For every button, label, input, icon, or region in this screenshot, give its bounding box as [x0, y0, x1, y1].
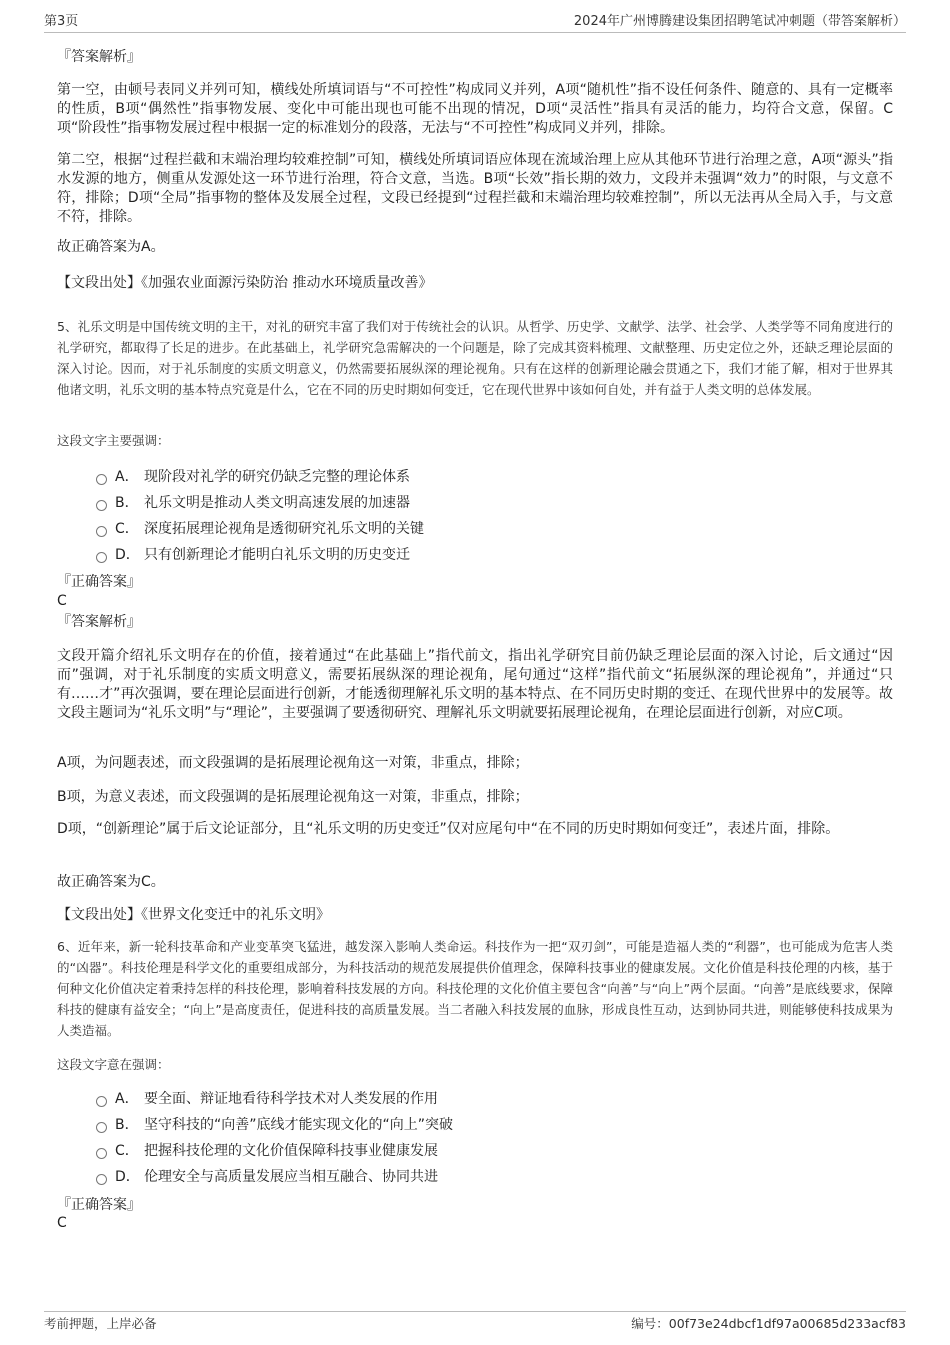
radio-icon[interactable]: [96, 1122, 107, 1133]
option-letter: A．: [115, 1091, 139, 1107]
option-a-note: A项，为问题表述，而文段强调的是拓展理论视角这一对策，非重点，排除；: [57, 755, 529, 771]
option-text: 坚守科技的“向善”底线才能实现文化的“向上”突破: [144, 1117, 454, 1133]
option-b[interactable]: [96, 1115, 453, 1135]
radio-icon[interactable]: [96, 1148, 107, 1159]
option-letter: D．: [115, 547, 140, 563]
radio-icon[interactable]: [96, 526, 107, 537]
footer-serial: 编号：00f73e24dbcf1df97a00685d233acf83: [631, 1316, 906, 1331]
radio-icon[interactable]: [96, 552, 107, 563]
header-divider: [44, 32, 906, 33]
question-prompt: 这段文字主要强调：: [57, 433, 170, 448]
option-d[interactable]: [96, 1167, 438, 1187]
source: 【文段出处】《世界文化变迁中的礼乐文明》: [57, 907, 330, 923]
answer-label: 『正确答案』: [57, 574, 141, 590]
option-c[interactable]: [96, 519, 424, 539]
option-d-note: D项，“创新理论”属于后文论证部分，且“礼乐文明的历史变迁”仅对应尾句中“在不同的历史时期如何变迁”，表述片面，排除。: [57, 821, 840, 837]
option-letter: C．: [115, 521, 139, 537]
radio-icon[interactable]: [96, 500, 107, 511]
analysis-paragraph: 文段开篇介绍礼乐文明存在的价值，接着通过“在此基础上”指代前文，指出礼学研究目前仍缺乏理论层面的深入讨论，后文通过“因而”强调，对于礼乐制度的实质文明意义，需要拓展纵深的理论视角，尾句通过“这样”指代前文“拓展纵深的理论视角”，并通过“只有……才”再次强调，要在理论层面进行创新，才能透彻理解礼乐文明的基本特点、在不同历史时期的变迁、在现代世界中的发展等。故文段主题词为“礼乐文明”与“理论”，主要强调了要透彻研究、理解礼乐文明就要拓展理论视角，在理论层面进行创新，对应C项。: [57, 648, 893, 721]
option-text: 只有创新理论才能明白礼乐文明的历史变迁: [144, 547, 410, 563]
radio-icon[interactable]: [96, 474, 107, 485]
answer-value: C: [57, 593, 67, 609]
option-c[interactable]: [96, 1141, 438, 1161]
option-text: 礼乐文明是推动人类文明高速发展的加速器: [144, 495, 410, 511]
option-letter: B．: [115, 495, 139, 511]
answer-label: 『正确答案』: [57, 1197, 141, 1213]
analysis-label: 『答案解析』: [57, 49, 141, 65]
footer-divider: [44, 1311, 906, 1312]
option-text: 深度拓展理论视角是透彻研究礼乐文明的关键: [144, 521, 424, 537]
option-letter: B．: [115, 1117, 139, 1133]
page-number: 第3页: [44, 14, 79, 29]
radio-icon[interactable]: [96, 1096, 107, 1107]
option-a[interactable]: [96, 1089, 438, 1109]
analysis-label: 『答案解析』: [57, 614, 141, 630]
radio-icon[interactable]: [96, 1174, 107, 1185]
option-letter: A．: [115, 469, 139, 485]
analysis-paragraph: 第二空，根据“过程拦截和末端治理均较难控制”可知，横线处所填词语应体现在流域治理上应从其他环节进行治理之意，A项“源头”指水发源的地方，侧重从发源处这一环节进行治理，符合文意，当选。B项“长效”指长期的效力，文段并未强调“效力”的时限，与文意不符，排除；D项“全局”指事物的整体及发展全过程，文段已经提到“过程拦截和末端治理均较难控制”，所以无法再从全局入手，与文意不符，排除。: [57, 152, 893, 225]
option-text: 现阶段对礼学的研究仍缺乏完整的理论体系: [144, 469, 410, 485]
option-text: 要全面、辩证地看待科学技术对人类发展的作用: [144, 1091, 438, 1107]
option-b-note: B项，为意义表述，而文段强调的是拓展理论视角这一对策，非重点，排除；: [57, 789, 529, 805]
option-letter: C．: [115, 1143, 139, 1159]
option-b[interactable]: [96, 493, 410, 513]
question-prompt: 这段文字意在强调：: [57, 1057, 170, 1072]
conclusion: 故正确答案为A。: [57, 239, 165, 255]
option-text: 伦理安全与高质量发展应当相互融合、协同共进: [144, 1169, 438, 1185]
option-d[interactable]: [96, 545, 410, 565]
document-title: 2024年广州博腾建设集团招聘笔试冲刺题（带答案解析）: [573, 14, 906, 29]
option-a[interactable]: [96, 467, 410, 487]
conclusion: 故正确答案为C。: [57, 874, 165, 890]
footer-slogan: 考前押题，上岸必备: [44, 1316, 157, 1331]
answer-value: C: [57, 1215, 67, 1231]
source: 【文段出处】《加强农业面源污染防治 推动水环境质量改善》: [57, 275, 433, 291]
question-6-text: 6、近年来，新一轮科技革命和产业变革突飞猛进，越发深入影响人类命运。科技作为一把“双刃剑”，可能是造福人类的“利器”，也可能成为危害人类的“凶器”。科技伦理是科学文化的重要组成部分，为科技活动的规范发展提供价值理念，保障科技事业的健康发展。文化价值是科技伦理的内核，基于何种文化价值决定着秉持怎样的科技伦理，影响着科技发展的方向。科技伦理的文化价值主要包含“向善”与“向上”两个层面。“向善”是底线要求，保障科技的健康有益安全；“向上”是高度责任，促进科技的高质量发展。当二者融入科技发展的血脉，形成良性互动，达到协同共进，则能够使科技成果为人类造福。: [57, 939, 893, 1038]
analysis-paragraph: 第一空，由顿号表同义并列可知，横线处所填词语与“不可控性”构成同义并列，A项“随机性”指不设任何条件、随意的、具有一定概率的性质，B项“偶然性”指事物发展、变化中可能出现也可能不出现的情况，D项“灵活性”指具有灵活的能力，均符合文意，保留。C项“阶段性”指事物发展过程中根据一定的标准划分的段落，无法与“不可控性”构成同义并列，排除。: [57, 82, 893, 136]
question-5-text: 5、礼乐文明是中国传统文明的主干，对礼的研究丰富了我们对于传统社会的认识。从哲学、历史学、文献学、法学、社会学、人类学等不同角度进行的礼学研究，都取得了长足的进步。在此基础上，礼学研究急需解决的一个问题是，除了完成其资料梳理、文献整理、历史定位之外，还缺乏理论层面的深入讨论。因而，对于礼乐制度的实质文明意义，仍然需要拓展纵深的理论视角。只有在这样的创新理论融会贯通之下，我们才能了解，相对于世界其他诸文明，礼乐文明的基本特点究竟是什么，它在不同的历史时期如何变迁，它在现代世界中该如何自处，并有益于人类文明的总体发展。: [57, 319, 893, 397]
option-text: 把握科技伦理的文化价值保障科技事业健康发展: [144, 1143, 438, 1159]
option-letter: D．: [115, 1169, 140, 1185]
